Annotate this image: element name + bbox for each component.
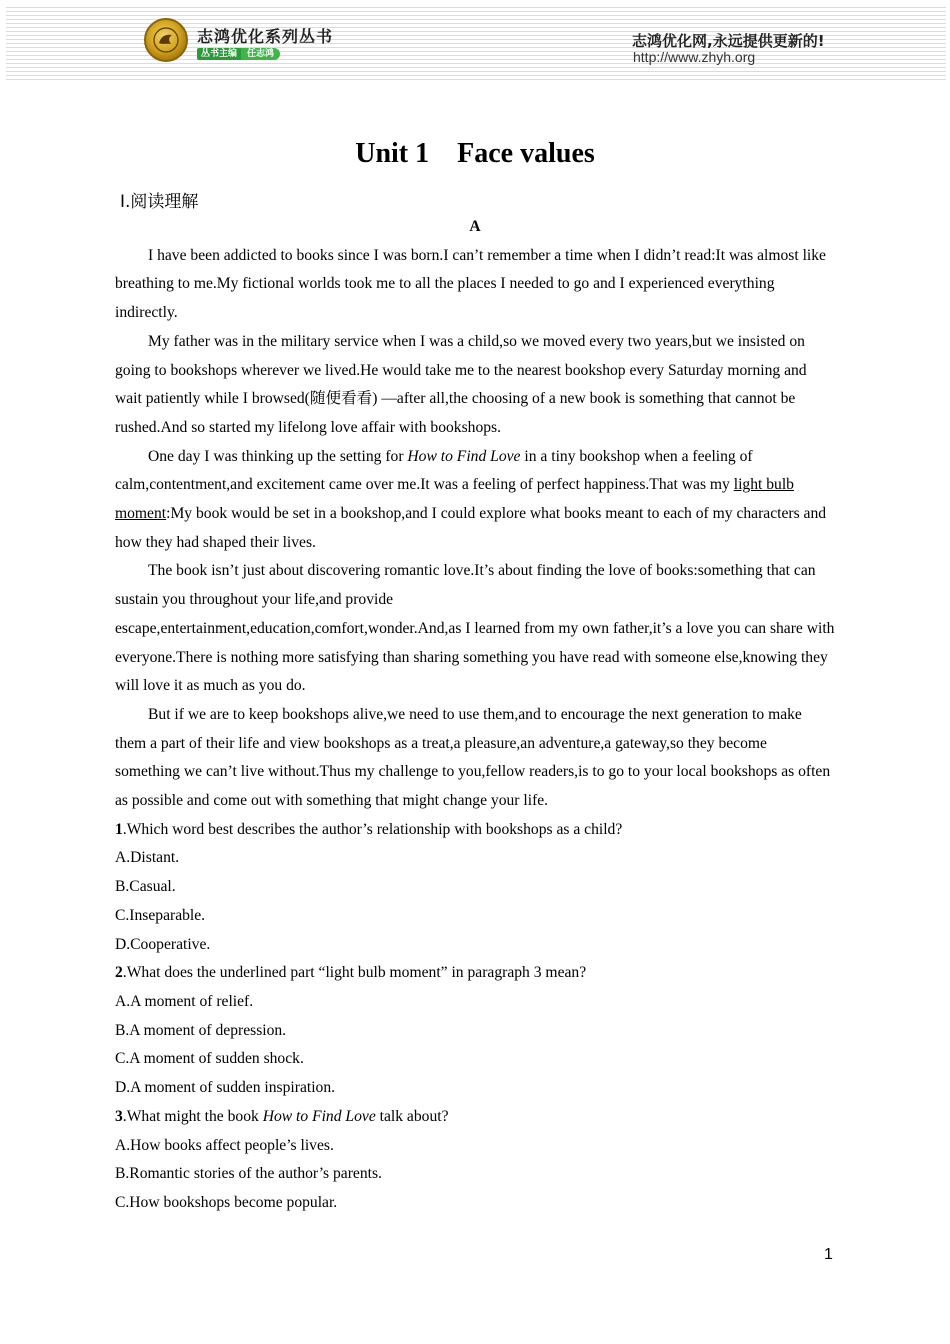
section-heading: Ⅰ.阅读理解 bbox=[120, 192, 199, 212]
site-slogan: 志鸿优化网,永远提供更新的! bbox=[632, 32, 825, 50]
q3-option-b: B.Romantic stories of the author’s parents. bbox=[115, 1165, 382, 1183]
site-url: http://www.zhyh.org bbox=[633, 49, 756, 65]
q2-option-c: C.A moment of sudden shock. bbox=[115, 1050, 304, 1068]
series-title: 志鸿优化系列丛书 bbox=[197, 27, 334, 46]
book-title: How to Find Love bbox=[407, 447, 521, 465]
paragraph-2: My father was in the military service when I was a child,so we moved every two years,but we insisted on going to bookshops wherever we lived.He would take me to the nearest bookshop every Saturday morning and wait patiently while I browsed(随便看看) —after all,the choosing of a new book is something that cannot be rushed.And so started my lifelong love affair with bookshops. bbox=[115, 332, 807, 436]
paragraph-1: I have been addicted to books since I was born.I can’t remember a time when I didn’t read:It was almost like breathing to me.My fictional worlds took me to all the places I needed to go and I experienced everything indirectly. bbox=[115, 246, 826, 322]
question-1: 1.Which word best describes the author’s relationship with bookshops as a child? bbox=[115, 820, 623, 838]
page-number: 1 bbox=[824, 1246, 833, 1263]
q2-option-a: A.A moment of relief. bbox=[115, 992, 254, 1010]
paragraph-4a: The book isn’t just about discovering romantic love.It’s about finding the love of books:something that can sustain you throughout your life,and provide bbox=[115, 562, 816, 609]
page-title: Unit 1 Face values bbox=[355, 138, 595, 169]
q2-option-d: D.A moment of sudden inspiration. bbox=[115, 1079, 336, 1097]
q3-option-a: A.How books affect people’s lives. bbox=[115, 1136, 334, 1154]
editor-label: 丛书主编 bbox=[197, 48, 241, 60]
publisher-logo-icon bbox=[144, 18, 188, 62]
q2-option-b: B.A moment of depression. bbox=[115, 1021, 287, 1039]
question-3: 3.What might the book How to Find Love talk about? bbox=[115, 1107, 449, 1125]
q1-option-a: A.Distant. bbox=[115, 849, 180, 867]
question-2: 2.What does the underlined part “light bulb moment” in paragraph 3 mean? bbox=[115, 964, 587, 982]
passage-label: A bbox=[469, 218, 481, 235]
editor-name: 任志鸿 bbox=[241, 48, 280, 60]
q3-option-c: C.How bookshops become popular. bbox=[115, 1193, 338, 1211]
q1-option-b: B.Casual. bbox=[115, 878, 176, 896]
document-body bbox=[115, 213, 835, 1218]
q1-option-c: C.Inseparable. bbox=[115, 906, 206, 924]
paragraph-5: But if we are to keep bookshops alive,we need to use them,and to encourage the next generation to make them a part of their life and view bookshops as a treat,a pleasure,an adventure,a gateway,so they become something we can’t live without.Thus my challenge to you,fellow readers,is to go to your local bookshops as often as possible and come out with something that might change your life. bbox=[115, 705, 831, 810]
paragraph-4b: escape,entertainment,education,comfort,wonder.And,as I learned from my own father,it’s a love you can share with everyone.There is nothing more satisfying than sharing something you have read with someone else,knowing they will love it as much as you do. bbox=[115, 619, 835, 695]
q1-option-d: D.Cooperative. bbox=[115, 935, 211, 953]
underlined-phrase: light bulb moment bbox=[115, 476, 794, 523]
editor-tag bbox=[197, 48, 280, 60]
paragraph-3: One day I was thinking up the setting for How to Find Love in a tiny bookshop when a feeling of calm,contentment,and excitement came over me.It was a feeling of perfect happiness.That was my light bulb moment:My book would be set in a bookshop,and I could explore what books meant to each of my characters and how they had shaped their lives. bbox=[115, 447, 827, 551]
